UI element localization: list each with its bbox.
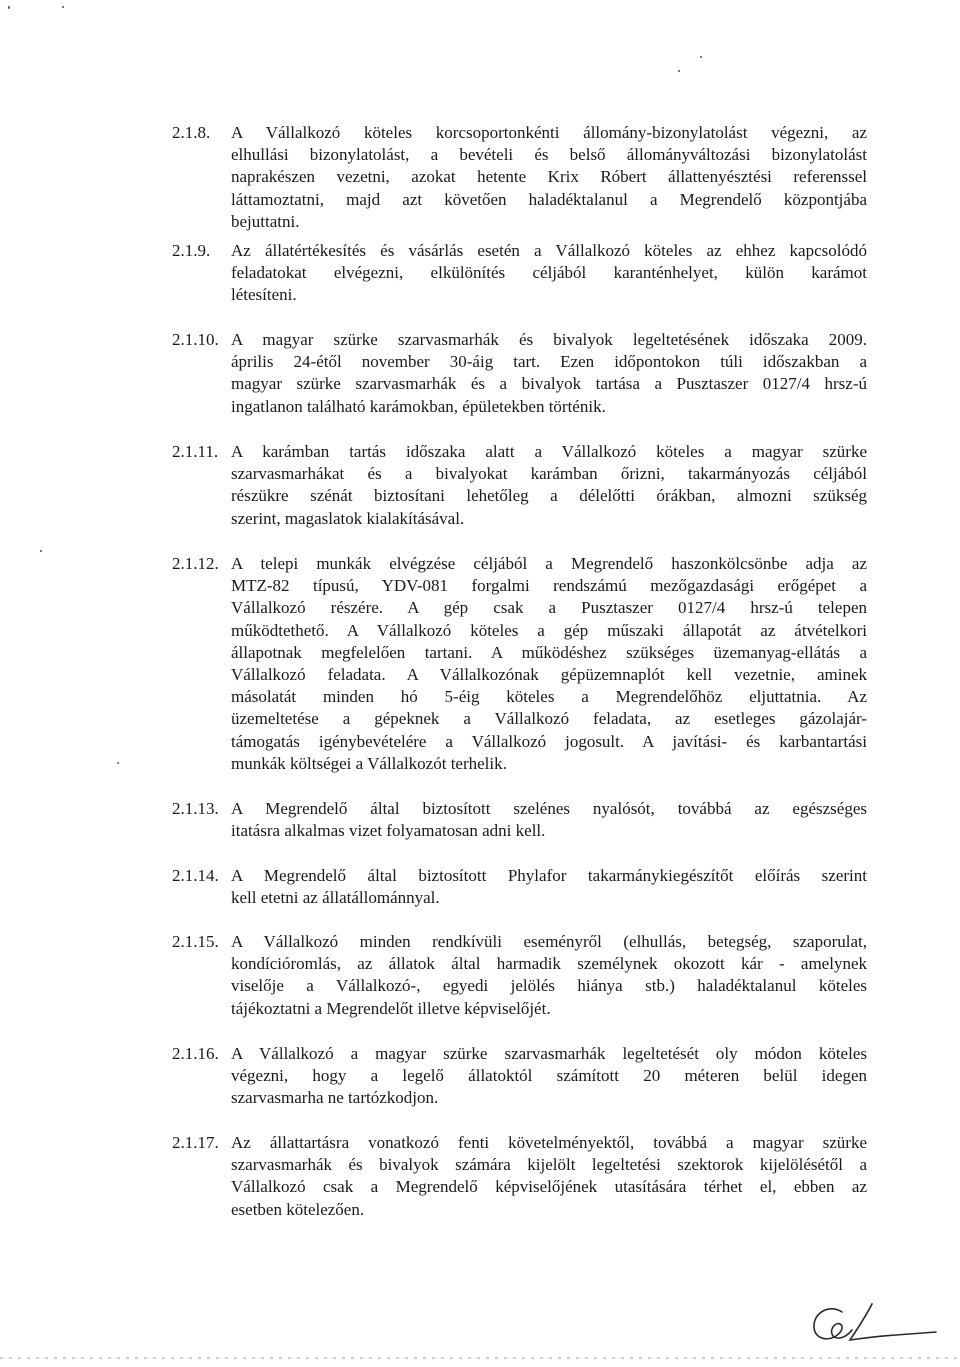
text-line: szerint, magaslatok kialakításával. <box>231 508 465 528</box>
text-line: naprakészen vezetni, azokat hetente Krix Róbert állattenyésztési referenssel <box>231 167 867 187</box>
scan-speck <box>678 70 680 72</box>
text-line: végezni, hogy a legelő állatoktól számított 20 méteren belül idegen <box>231 1066 867 1086</box>
text-line: üzemeltetése a gépeknek a Vállalkozó feladata, az esetleges gázolajár- <box>231 709 867 729</box>
text-line: másolatát minden hó 5-éig köteles a Megrendelőhöz eljuttatnia. Az <box>231 687 867 707</box>
clause-number: 2.1.17. <box>172 1133 219 1152</box>
clause-number: 2.1.8. <box>172 123 211 142</box>
text-line: itatásra alkalmas vizet folyamatosan adni kell. <box>231 821 546 841</box>
clause-text <box>231 441 867 530</box>
scan-speck <box>40 550 42 552</box>
scan-speck <box>117 762 119 764</box>
text-line: láttamoztatni, majd azt követően haladéktalanul a Megrendelő központjába <box>231 189 867 209</box>
text-line: viselője a Vállalkozó-, egyedi jelölés hiánya stb.) haladéktalanul köteles <box>231 976 867 996</box>
text-line: Az állattartásra vonatkozó fenti követelményektől, továbbá a magyar szürke <box>231 1133 867 1152</box>
clause-number: 2.1.9. <box>172 241 211 260</box>
scan-speck <box>8 6 10 9</box>
clause-text <box>231 329 867 418</box>
text-line: A Vállalkozó köteles korcsoportonkénti állomány-bizonylatolást végezni, az <box>231 123 867 142</box>
text-line: bejuttatni. <box>231 211 300 231</box>
text-line: Vállalkozó részére. A gép csak a Pusztaszer 0127/4 hrsz-ú telepen <box>231 598 867 618</box>
clause-text <box>231 1043 867 1110</box>
text-line: A karámban tartás időszaka alatt a Vállalkozó köteles a magyar szürke <box>231 442 867 461</box>
clause-text <box>231 1132 867 1221</box>
text-line: kell etetni az állatállománnyal. <box>231 888 440 908</box>
clause-number: 2.1.16. <box>172 1044 219 1063</box>
text-line: esetben kötelezően. <box>231 1199 365 1219</box>
text-line: feladatokat elvégezni, elkülönítés céljából karanténhelyet, külön karámot <box>231 263 867 283</box>
clause-number: 2.1.14. <box>172 866 219 885</box>
handwritten-signature-initials <box>800 1290 940 1350</box>
text-line: A Vállalkozó minden rendkívüli eseményről (elhullás, betegség, szaporulat, <box>231 932 867 951</box>
clause-text <box>231 798 867 842</box>
text-line: állapotnak megfelelően tartani. A működéshez szükséges üzemanyag-ellátás a <box>231 642 867 662</box>
scan-speck <box>700 56 702 58</box>
text-line: ingatlanon található karámokban, épületekben történik. <box>231 396 606 416</box>
text-line: A magyar szürke szarvasmarhák és bivalyok legeltetésének időszaka 2009. <box>231 330 867 349</box>
clause-text <box>231 553 867 775</box>
text-line: szarvasmarhákat és a bivalyokat karámban őrizni, takarmányozás céljából <box>231 464 867 484</box>
clause-number: 2.1.13. <box>172 799 219 818</box>
text-line: április 24-étől november 30-áig tart. Ezen időpontokon túli időszakban a <box>231 352 867 372</box>
text-line: Vállalkozó csak a Megrendelő képviselőjének utasítására térhet el, ebben az <box>231 1177 867 1197</box>
text-line: tájékoztatni a Megrendelőt illetve képviselőjét. <box>231 998 551 1018</box>
clause-text <box>231 931 867 1020</box>
clause-number: 2.1.15. <box>172 932 219 951</box>
text-line: kondícióromlás, az állatok által harmadik személynek okozott kár - amelynek <box>231 954 867 974</box>
clause-text <box>231 240 867 307</box>
text-line: elhullási bizonylatolást, a bevételi és belső állományváltozási bizonylatolást <box>231 145 867 165</box>
text-line: A Vállalkozó a magyar szürke szarvasmarhák legeltetését oly módon köteles <box>231 1044 867 1063</box>
text-line: munkák költségei a Vállalkozót terhelik. <box>231 753 507 773</box>
text-line: A Megrendelő által biztosított Phylafor takarmánykiegészítőt előírás szerint <box>231 866 867 885</box>
text-line: A Megrendelő által biztosított szelénes nyalósót, továbbá az egészséges <box>231 799 867 818</box>
clause-number: 2.1.11. <box>172 442 219 461</box>
text-line: szarvasmarha ne tartózkodjon. <box>231 1088 439 1108</box>
scan-speck <box>62 6 64 8</box>
text-line: A telepi munkák elvégzése céljából a Megrendelő haszonkölcsönbe adja az <box>231 554 867 573</box>
text-line: Vállalkozó feladata. A Vállalkozónak gépüzemnaplót kell vezetnie, aminek <box>231 664 867 684</box>
text-line: Az állatértékesítés és vásárlás esetén a Vállalkozó köteles az ehhez kapcsolódó <box>231 241 867 260</box>
text-line: működtethető. A Vállalkozó köteles a gép műszaki állapotát az átvételkori <box>231 620 867 640</box>
clause-number: 2.1.12. <box>172 554 219 573</box>
text-line: létesíteni. <box>231 285 297 305</box>
text-line: MTZ-82 típusú, YDV-081 forgalmi rendszámú mezőgazdasági erőgépet a <box>231 576 867 596</box>
text-line: magyar szürke szarvasmarhák és a bivalyok tartása a Pusztaszer 0127/4 hrsz-ú <box>231 374 867 394</box>
scan-edge-noise <box>0 1356 960 1360</box>
text-line: szarvasmarhák és bivalyok számára kijelölt legeltetési szektorok kijelölésétől a <box>231 1155 867 1175</box>
text-line: részükre szénát biztosítani lehetőleg a délelőtti órákban, almozni szükség <box>231 486 867 506</box>
clause-text <box>231 122 867 233</box>
clause-number: 2.1.10. <box>172 330 219 349</box>
text-line: támogatás igénybevételére a Vállalkozó jogosult. A javítási- és karbantartási <box>231 731 867 751</box>
clause-text <box>231 865 867 909</box>
